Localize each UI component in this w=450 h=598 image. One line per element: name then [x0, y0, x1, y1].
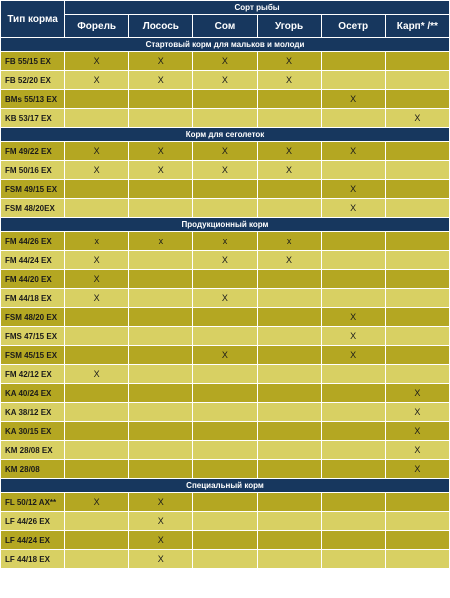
mark-cell: X: [65, 142, 128, 160]
mark-cell: [386, 142, 449, 160]
mark-cell: [322, 232, 385, 250]
mark-cell: [386, 531, 449, 549]
mark-cell: X: [258, 71, 321, 89]
mark-cell: [129, 251, 192, 269]
mark-cell: [386, 346, 449, 364]
mark-cell: [258, 550, 321, 568]
mark-cell: [322, 270, 385, 288]
mark-cell: X: [65, 161, 128, 179]
feed-name-cell: FB 55/15 EX: [1, 52, 64, 70]
mark-cell: X: [65, 270, 128, 288]
mark-cell: [258, 531, 321, 549]
mark-cell: [322, 550, 385, 568]
mark-cell: [65, 90, 128, 108]
mark-cell: X: [129, 493, 192, 511]
table-row: [1, 90, 449, 108]
mark-cell: [322, 493, 385, 511]
mark-cell: [65, 308, 128, 326]
mark-cell: [386, 327, 449, 345]
feed-name-cell: FSM 48/20EX: [1, 199, 64, 217]
mark-cell: [258, 308, 321, 326]
mark-cell: [193, 109, 256, 127]
mark-cell: [65, 460, 128, 478]
mark-cell: [65, 327, 128, 345]
mark-cell: X: [322, 327, 385, 345]
mark-cell: [193, 550, 256, 568]
table-row: [1, 199, 449, 217]
mark-cell: [386, 161, 449, 179]
mark-cell: [258, 403, 321, 421]
mark-cell: [65, 422, 128, 440]
mark-cell: [386, 180, 449, 198]
mark-cell: X: [129, 550, 192, 568]
mark-cell: [129, 180, 192, 198]
mark-cell: [258, 460, 321, 478]
mark-cell: [386, 270, 449, 288]
mark-cell: X: [386, 460, 449, 478]
mark-cell: [322, 109, 385, 127]
section-header-row: [1, 38, 449, 51]
mark-cell: x: [129, 232, 192, 250]
table-row: [1, 550, 449, 568]
feed-name-cell: FM 50/16 EX: [1, 161, 64, 179]
table-row: [1, 365, 449, 383]
mark-cell: X: [258, 142, 321, 160]
mark-cell: X: [193, 161, 256, 179]
feed-name-cell: KA 40/24 EX: [1, 384, 64, 402]
mark-cell: [193, 199, 256, 217]
column-header-trout: Форель: [65, 15, 128, 37]
table-row: [1, 232, 449, 250]
mark-cell: [129, 270, 192, 288]
feed-name-cell: FM 44/18 EX: [1, 289, 64, 307]
mark-cell: [193, 422, 256, 440]
column-header-catfish: Сом: [193, 15, 256, 37]
feed-name-cell: FB 52/20 EX: [1, 71, 64, 89]
mark-cell: [65, 512, 128, 530]
feed-name-cell: KA 30/15 EX: [1, 422, 64, 440]
mark-cell: [129, 90, 192, 108]
mark-cell: [258, 109, 321, 127]
mark-cell: X: [65, 251, 128, 269]
section-title: Продукционный корм: [1, 218, 449, 231]
mark-cell: [193, 270, 256, 288]
column-header-salmon: Лосось: [129, 15, 192, 37]
mark-cell: [386, 365, 449, 383]
column-header-eel: Угорь: [258, 15, 321, 37]
fish-species-header: Сорт рыбы: [65, 1, 449, 14]
mark-cell: [193, 531, 256, 549]
mark-cell: [322, 161, 385, 179]
mark-cell: X: [193, 251, 256, 269]
mark-cell: X: [129, 71, 192, 89]
feed-name-cell: FM 44/20 EX: [1, 270, 64, 288]
mark-cell: [258, 493, 321, 511]
mark-cell: [386, 251, 449, 269]
mark-cell: [386, 199, 449, 217]
mark-cell: [386, 71, 449, 89]
mark-cell: [322, 403, 385, 421]
mark-cell: X: [193, 142, 256, 160]
mark-cell: X: [65, 365, 128, 383]
table-row: [1, 512, 449, 530]
mark-cell: X: [65, 493, 128, 511]
mark-cell: X: [322, 142, 385, 160]
mark-cell: X: [322, 180, 385, 198]
mark-cell: [129, 199, 192, 217]
table-row: [1, 251, 449, 269]
mark-cell: X: [129, 142, 192, 160]
column-header-sturgeon: Осетр: [322, 15, 385, 37]
mark-cell: [258, 180, 321, 198]
mark-cell: [322, 251, 385, 269]
mark-cell: X: [193, 289, 256, 307]
column-header-carp: Карп* /**: [386, 15, 449, 37]
mark-cell: [65, 441, 128, 459]
table-row: [1, 441, 449, 459]
mark-cell: X: [386, 403, 449, 421]
table-row: [1, 384, 449, 402]
mark-cell: [386, 232, 449, 250]
mark-cell: [193, 90, 256, 108]
mark-cell: X: [322, 199, 385, 217]
mark-cell: [258, 270, 321, 288]
mark-cell: [322, 422, 385, 440]
mark-cell: [258, 346, 321, 364]
mark-cell: [129, 289, 192, 307]
feed-name-cell: KM 28/08: [1, 460, 64, 478]
mark-cell: [386, 52, 449, 70]
mark-cell: [322, 531, 385, 549]
mark-cell: [386, 493, 449, 511]
mark-cell: [193, 365, 256, 383]
mark-cell: [386, 90, 449, 108]
mark-cell: [65, 199, 128, 217]
mark-cell: [65, 531, 128, 549]
mark-cell: [322, 71, 385, 89]
mark-cell: X: [129, 531, 192, 549]
table-row: [1, 308, 449, 326]
mark-cell: X: [322, 90, 385, 108]
feed-name-cell: LF 44/18 EX: [1, 550, 64, 568]
feed-name-cell: FM 49/22 EX: [1, 142, 64, 160]
mark-cell: [258, 441, 321, 459]
mark-cell: x: [258, 232, 321, 250]
mark-cell: [193, 384, 256, 402]
mark-cell: [129, 460, 192, 478]
mark-cell: [193, 493, 256, 511]
mark-cell: [258, 327, 321, 345]
mark-cell: [258, 422, 321, 440]
mark-cell: [322, 512, 385, 530]
table-row: [1, 142, 449, 160]
table-row: [1, 52, 449, 70]
mark-cell: X: [65, 52, 128, 70]
mark-cell: [129, 441, 192, 459]
table-row: [1, 493, 449, 511]
feed-name-cell: KM 28/08 EX: [1, 441, 64, 459]
table-row: [1, 109, 449, 127]
mark-cell: [193, 441, 256, 459]
feed-name-cell: FMS 47/15 EX: [1, 327, 64, 345]
feed-name-cell: FSM 48/20 EX: [1, 308, 64, 326]
mark-cell: [258, 384, 321, 402]
section-title: Специальный корм: [1, 479, 449, 492]
feed-name-cell: FSM 45/15 EX: [1, 346, 64, 364]
table-row: [1, 422, 449, 440]
mark-cell: [193, 512, 256, 530]
mark-cell: x: [193, 232, 256, 250]
section-header-row: [1, 479, 449, 492]
mark-cell: X: [322, 308, 385, 326]
mark-cell: X: [322, 346, 385, 364]
mark-cell: [129, 327, 192, 345]
feed-name-cell: LF 44/24 EX: [1, 531, 64, 549]
mark-cell: X: [258, 251, 321, 269]
table-body: [1, 38, 449, 568]
mark-cell: [322, 52, 385, 70]
feed-name-cell: FL 50/12 AX**: [1, 493, 64, 511]
section-title: Стартовый корм для мальков и молоди: [1, 38, 449, 51]
mark-cell: [193, 403, 256, 421]
feed-name-cell: KB 53/17 EX: [1, 109, 64, 127]
mark-cell: [65, 550, 128, 568]
feed-name-cell: KA 38/12 EX: [1, 403, 64, 421]
mark-cell: [129, 365, 192, 383]
mark-cell: [258, 512, 321, 530]
mark-cell: [65, 109, 128, 127]
mark-cell: [65, 403, 128, 421]
mark-cell: X: [129, 512, 192, 530]
section-header-row: [1, 218, 449, 231]
mark-cell: X: [386, 109, 449, 127]
mark-cell: [129, 346, 192, 364]
mark-cell: X: [386, 441, 449, 459]
mark-cell: [193, 308, 256, 326]
mark-cell: [258, 365, 321, 383]
mark-cell: [322, 365, 385, 383]
table-row: [1, 460, 449, 478]
table-row: [1, 289, 449, 307]
table-row: [1, 180, 449, 198]
mark-cell: X: [258, 52, 321, 70]
mark-cell: [322, 289, 385, 307]
mark-cell: [129, 422, 192, 440]
mark-cell: X: [258, 161, 321, 179]
mark-cell: [193, 327, 256, 345]
mark-cell: [322, 441, 385, 459]
table-row: [1, 327, 449, 345]
mark-cell: [386, 512, 449, 530]
mark-cell: X: [65, 71, 128, 89]
mark-cell: [65, 346, 128, 364]
feed-name-cell: FM 42/12 EX: [1, 365, 64, 383]
table-row: [1, 531, 449, 549]
mark-cell: [258, 199, 321, 217]
mark-cell: X: [193, 346, 256, 364]
mark-cell: [193, 180, 256, 198]
mark-cell: [129, 384, 192, 402]
mark-cell: [129, 308, 192, 326]
feed-name-cell: FM 44/26 EX: [1, 232, 64, 250]
feed-name-cell: LF 44/26 EX: [1, 512, 64, 530]
mark-cell: [65, 384, 128, 402]
feed-name-cell: FSM 49/15 EX: [1, 180, 64, 198]
section-header-row: [1, 128, 449, 141]
mark-cell: x: [65, 232, 128, 250]
section-title: Корм для сеголеток: [1, 128, 449, 141]
table-row: [1, 403, 449, 421]
table-row: [1, 346, 449, 364]
table-row: [1, 71, 449, 89]
table-row: [1, 161, 449, 179]
mark-cell: [258, 90, 321, 108]
mark-cell: [322, 460, 385, 478]
table-row: [1, 270, 449, 288]
mark-cell: [386, 308, 449, 326]
mark-cell: X: [193, 52, 256, 70]
mark-cell: X: [386, 422, 449, 440]
mark-cell: [258, 289, 321, 307]
mark-cell: [129, 109, 192, 127]
mark-cell: [386, 550, 449, 568]
mark-cell: [386, 289, 449, 307]
mark-cell: [193, 460, 256, 478]
mark-cell: [65, 180, 128, 198]
mark-cell: X: [65, 289, 128, 307]
mark-cell: X: [193, 71, 256, 89]
feed-name-cell: FM 44/24 EX: [1, 251, 64, 269]
mark-cell: X: [129, 52, 192, 70]
feed-type-header: Тип корма: [1, 1, 64, 37]
feed-name-cell: BMs 55/13 EX: [1, 90, 64, 108]
mark-cell: X: [386, 384, 449, 402]
mark-cell: [129, 403, 192, 421]
mark-cell: [322, 384, 385, 402]
mark-cell: X: [129, 161, 192, 179]
